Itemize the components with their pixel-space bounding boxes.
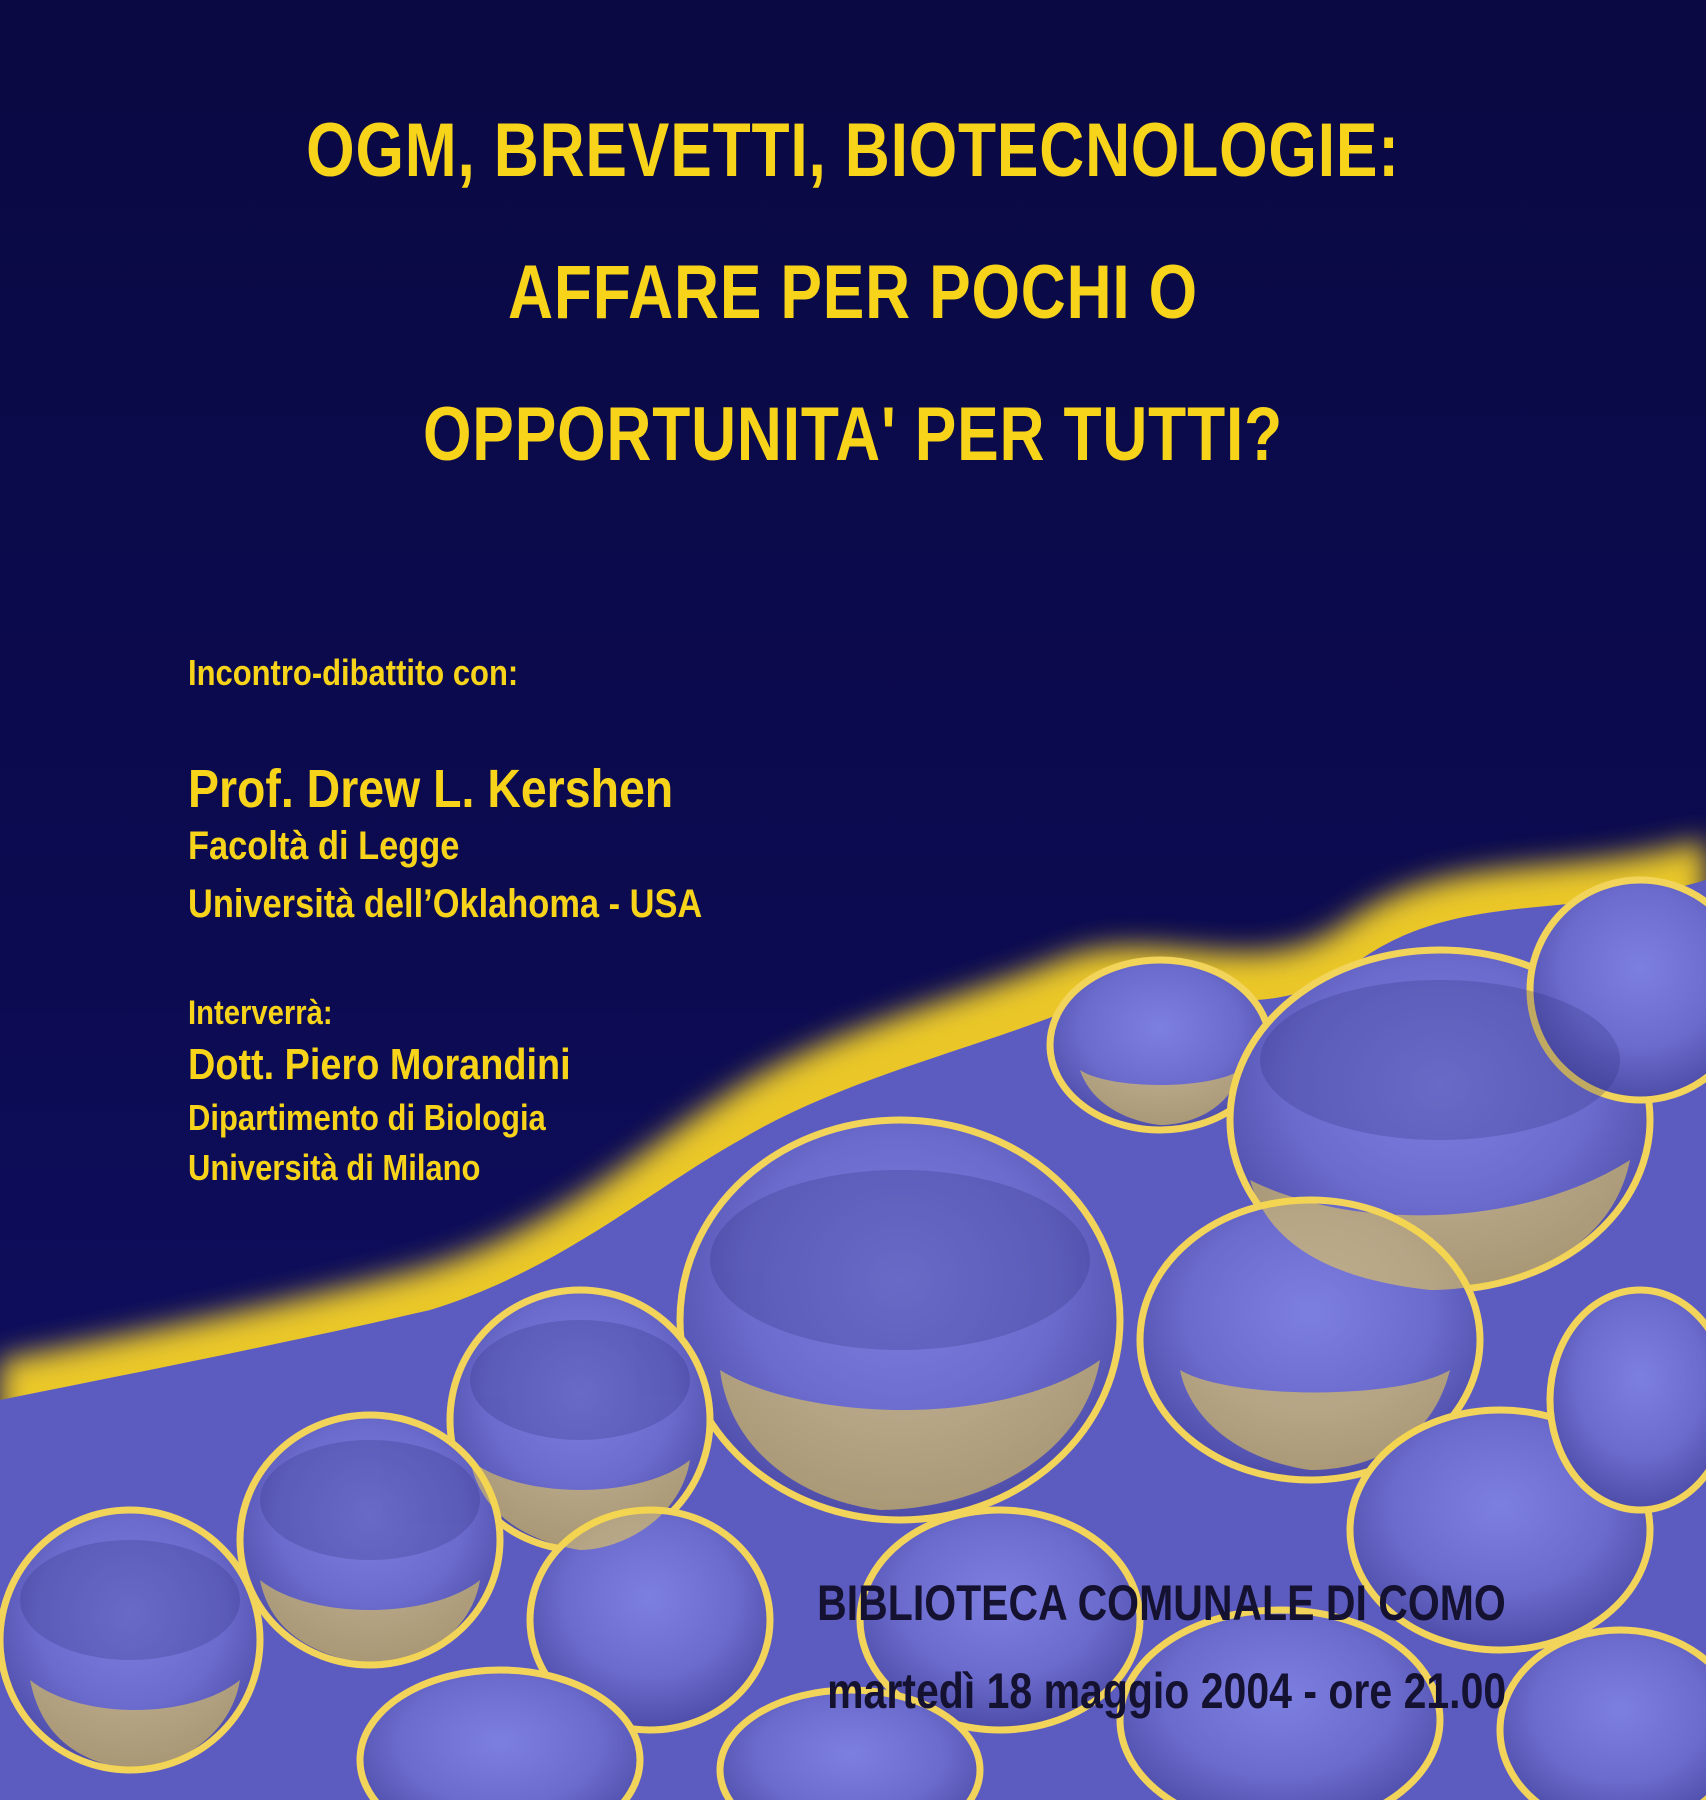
guest-university: Università di Milano — [188, 1147, 481, 1188]
guest-name: Dott. Piero Morandini — [188, 1040, 571, 1089]
guest-intro: Interverrà: — [188, 994, 333, 1032]
venue-name: BIBLIOTECA COMUNALE DI COMO — [817, 1575, 1506, 1631]
title-line-2: AFFARE PER POCHI O — [508, 250, 1198, 335]
poster-title — [154, 80, 1553, 506]
speaker-university: Università dell’Oklahoma - USA — [188, 882, 703, 926]
title-line-1: OGM, BREVETTI, BIOTECNOLOGIE: — [306, 108, 1400, 193]
title-line-3: OPPORTUNITA' PER TUTTI? — [423, 392, 1283, 477]
event-datetime: martedì 18 maggio 2004 - ore 21.00 — [826, 1663, 1506, 1719]
speaker-name: Prof. Drew L. Kershen — [188, 759, 674, 819]
speaker-intro: Incontro-dibattito con: — [188, 652, 519, 693]
speaker-faculty: Facoltà di Legge — [188, 824, 460, 868]
guest-department: Dipartimento di Biologia — [188, 1097, 546, 1138]
